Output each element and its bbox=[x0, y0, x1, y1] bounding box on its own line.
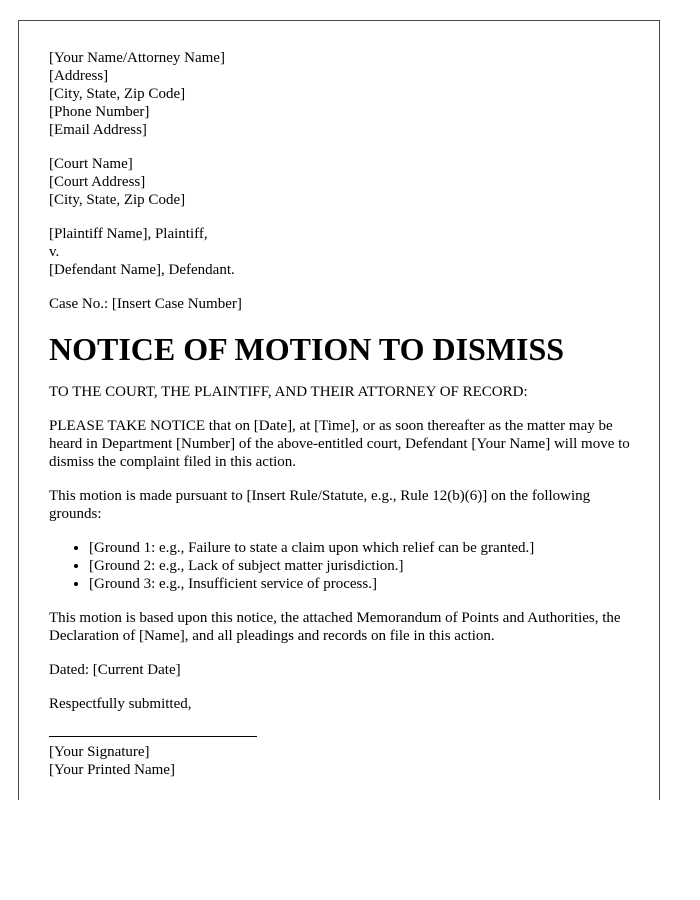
notice-paragraph: PLEASE TAKE NOTICE that on [Date], at [Time], or as soon thereafter as the matter may be heard in Department [Number] of the above-entitled court, Defendant [Your Name] will move to dismiss the complaint filed in this action. bbox=[49, 418, 630, 470]
list-item: • [Ground 2: e.g., Lack of subject matter jurisdiction.] bbox=[89, 557, 639, 575]
versus-line: v. bbox=[49, 244, 60, 260]
document-page bbox=[18, 20, 660, 800]
case-number: Case No.: [Insert Case Number] bbox=[49, 296, 242, 312]
parties-block bbox=[49, 225, 639, 279]
pursuant-paragraph: This motion is made pursuant to [Insert Rule/Statute, e.g., Rule 12(b)(6)] on the following grounds: bbox=[49, 488, 591, 522]
sender-address: [Address] bbox=[49, 68, 109, 84]
list-item: • [Ground 1: e.g., Failure to state a claim upon which relief can be granted.] bbox=[89, 539, 639, 557]
dated-line: Dated: [Current Date] bbox=[49, 662, 181, 678]
signature-placeholder: [Your Signature] bbox=[49, 744, 150, 760]
sender-city-state-zip: [City, State, Zip Code] bbox=[49, 86, 186, 102]
signature-line bbox=[49, 735, 257, 737]
sender-name: [Your Name/Attorney Name] bbox=[49, 50, 225, 66]
printed-name-placeholder: [Your Printed Name] bbox=[49, 762, 175, 778]
list-item: • [Ground 3: e.g., Insufficient service of process.] bbox=[89, 575, 639, 593]
court-address: [Court Address] bbox=[49, 174, 146, 190]
court-name: [Court Name] bbox=[49, 156, 133, 172]
sender-email: [Email Address] bbox=[49, 122, 147, 138]
sender-phone: [Phone Number] bbox=[49, 104, 150, 120]
defendant-line: [Defendant Name], Defendant. bbox=[49, 262, 235, 278]
salutation: TO THE COURT, THE PLAINTIFF, AND THEIR ATTORNEY OF RECORD: bbox=[49, 384, 528, 400]
court-block bbox=[49, 155, 639, 209]
signature-block bbox=[49, 743, 639, 779]
court-city-state-zip: [City, State, Zip Code] bbox=[49, 192, 186, 208]
sender-block bbox=[49, 49, 639, 139]
document-title: NOTICE OF MOTION TO DISMISS bbox=[49, 331, 565, 367]
plaintiff-line: [Plaintiff Name], Plaintiff, bbox=[49, 226, 208, 242]
grounds-list bbox=[49, 539, 639, 593]
basis-paragraph: This motion is based upon this notice, the attached Memorandum of Points and Authorities, the Declaration of [Name], and all pleadings and records on file in this action. bbox=[49, 610, 621, 644]
closing-line: Respectfully submitted, bbox=[49, 696, 192, 712]
document-content bbox=[49, 49, 639, 779]
